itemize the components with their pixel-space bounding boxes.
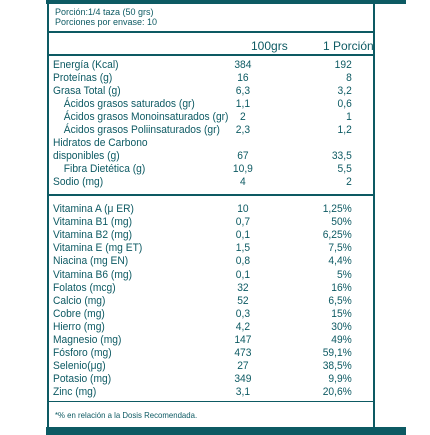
- value-per-100g: 0,8: [235, 255, 251, 268]
- value-per-portion: 4,4%: [328, 255, 352, 268]
- table-row: [53, 373, 359, 386]
- value-per-portion: 3,2: [337, 85, 352, 97]
- divider-header: [47, 54, 373, 56]
- right-border: [373, 0, 375, 430]
- nutrient-label: Hidratos de Carbono: [53, 137, 148, 149]
- value-per-portion: 5%: [336, 268, 352, 281]
- value-per-100g: 349: [234, 373, 252, 386]
- value-per-100g: 0,1: [235, 229, 251, 242]
- footnote: *% en relación a la Dosis Recomendada.: [55, 410, 198, 420]
- value-per-portion: 2: [346, 176, 352, 188]
- value-per-100g: 4,2: [235, 320, 251, 333]
- value-per-portion: 1,2: [337, 124, 352, 136]
- servings-per-container: Porciones por envase: 10: [55, 17, 158, 27]
- nutrient-label: Proteínas (g): [53, 72, 113, 84]
- value-per-100g: 0,1: [235, 268, 251, 281]
- value-per-100g: 0,3: [235, 307, 251, 320]
- value-per-portion: 9,9%: [328, 373, 352, 386]
- value-per-100g: 52: [237, 294, 249, 307]
- value-per-portion: 59,1%: [322, 347, 352, 360]
- divider-serving: [47, 31, 373, 33]
- table-row: [53, 255, 359, 268]
- value-per-portion: 49%: [331, 334, 352, 346]
- value-per-portion: 8: [346, 72, 352, 84]
- column-header-100g: 100grs: [251, 39, 288, 53]
- value-per-portion: 6,25%: [322, 229, 352, 242]
- nutrient-label: Cobre (mg): [53, 307, 105, 320]
- nutrient-label: Niacina (mg EN): [53, 255, 129, 268]
- value-per-portion: 192: [334, 59, 352, 71]
- value-per-100g: 67: [237, 150, 249, 162]
- value-per-100g: 147: [234, 334, 252, 346]
- nutrient-label: Selenio(μg): [53, 360, 106, 373]
- nutrient-label: Ácidos grasos saturados (gr): [63, 98, 195, 110]
- left-border: [47, 0, 49, 430]
- table-row: [53, 360, 359, 373]
- value-per-portion: 33,5: [331, 150, 352, 162]
- table-row: [53, 321, 359, 334]
- nutrient-label: Zinc (mg): [53, 386, 97, 399]
- value-per-portion: 5,5: [337, 163, 352, 175]
- nutrient-label: Ácidos grasos Poliinsaturados (gr): [63, 124, 220, 136]
- nutrient-label: Fósforo (mg): [53, 347, 112, 360]
- value-per-portion: 16%: [331, 281, 352, 294]
- nutrient-label: Vitamina B1 (mg): [53, 216, 133, 229]
- value-per-portion: 7,5%: [328, 242, 352, 255]
- value-per-portion: 15%: [331, 307, 352, 320]
- value-per-100g: 2,3: [235, 124, 251, 136]
- table-row: [53, 229, 359, 242]
- value-per-portion: 50%: [331, 216, 352, 229]
- value-per-portion: 38,5%: [322, 360, 352, 373]
- nutrient-label: Energía (Kcal): [53, 59, 119, 71]
- table-row: [53, 347, 359, 360]
- table-row: [53, 150, 359, 163]
- value-per-100g: 27: [237, 360, 249, 373]
- table-row: [53, 295, 359, 308]
- nutrient-label: Vitamina B2 (mg): [53, 229, 133, 242]
- table-row: [53, 269, 359, 282]
- nutrient-label: disponibles (g): [53, 150, 120, 162]
- table-row: [53, 72, 359, 85]
- nutrient-label: Ácidos grasos Monoinsaturados (gr): [63, 111, 229, 123]
- value-per-100g: 3,1: [235, 386, 251, 399]
- divider-macros: [47, 194, 373, 196]
- nutrient-label: Grasa Total (g): [53, 85, 121, 97]
- divider-footnote: [47, 401, 373, 402]
- value-per-100g: 384: [234, 59, 252, 71]
- table-row: [53, 163, 359, 176]
- value-per-portion: 0,6: [337, 98, 352, 110]
- value-per-100g: 32: [237, 281, 249, 294]
- value-per-100g: 16: [237, 72, 249, 84]
- nutrient-label: Folatos (mcg): [53, 281, 116, 294]
- value-per-100g: 473: [234, 347, 252, 360]
- value-per-100g: 1,5: [235, 242, 251, 255]
- bottom-border-bar: [46, 427, 406, 435]
- value-per-100g: 4: [240, 176, 246, 188]
- column-header-portion: 1 Porción: [323, 39, 374, 53]
- table-row: [53, 137, 359, 150]
- value-per-100g: 10,9: [232, 163, 253, 175]
- top-border-bar: [46, 0, 406, 4]
- nutrient-label: Vitamina E (mg ET): [53, 242, 143, 255]
- value-per-100g: 6,3: [235, 85, 251, 97]
- table-row: [53, 111, 359, 124]
- table-row: [53, 176, 359, 189]
- value-per-portion: 1,25%: [322, 203, 352, 215]
- table-row: [53, 308, 359, 321]
- table-row: [53, 124, 359, 137]
- value-per-100g: 1,1: [235, 98, 251, 110]
- value-per-portion: 1: [346, 111, 352, 123]
- nutrient-label: Hierro (mg): [53, 320, 105, 333]
- serving-portion: Porción:1/4 taza (50 grs): [55, 7, 154, 17]
- nutrient-label: Vitamina B6 (mg): [53, 268, 133, 281]
- table-row: [53, 59, 359, 72]
- table-row: [53, 203, 359, 216]
- nutrient-label: Fibra Dietética (g): [63, 163, 146, 175]
- table-row: [53, 386, 359, 399]
- table-row: [53, 282, 359, 295]
- table-row: [53, 85, 359, 98]
- nutrient-label: Sodio (mg): [53, 176, 104, 188]
- nutrient-label: Potasio (mg): [53, 373, 112, 386]
- nutrient-label: Vitamina A (μ ER): [53, 203, 134, 215]
- value-per-100g: 10: [237, 203, 249, 215]
- table-row: [53, 216, 359, 229]
- value-per-portion: 6,5%: [328, 294, 352, 307]
- table-row: [53, 334, 359, 347]
- value-per-100g: 2: [240, 111, 246, 123]
- table-row: [53, 98, 359, 111]
- value-per-portion: 20,6%: [322, 386, 352, 399]
- table-row: [53, 242, 359, 255]
- value-per-portion: 30%: [331, 320, 352, 333]
- nutrient-label: Calcio (mg): [53, 294, 106, 307]
- nutrient-label: Magnesio (mg): [53, 334, 122, 346]
- value-per-100g: 0,7: [235, 216, 251, 229]
